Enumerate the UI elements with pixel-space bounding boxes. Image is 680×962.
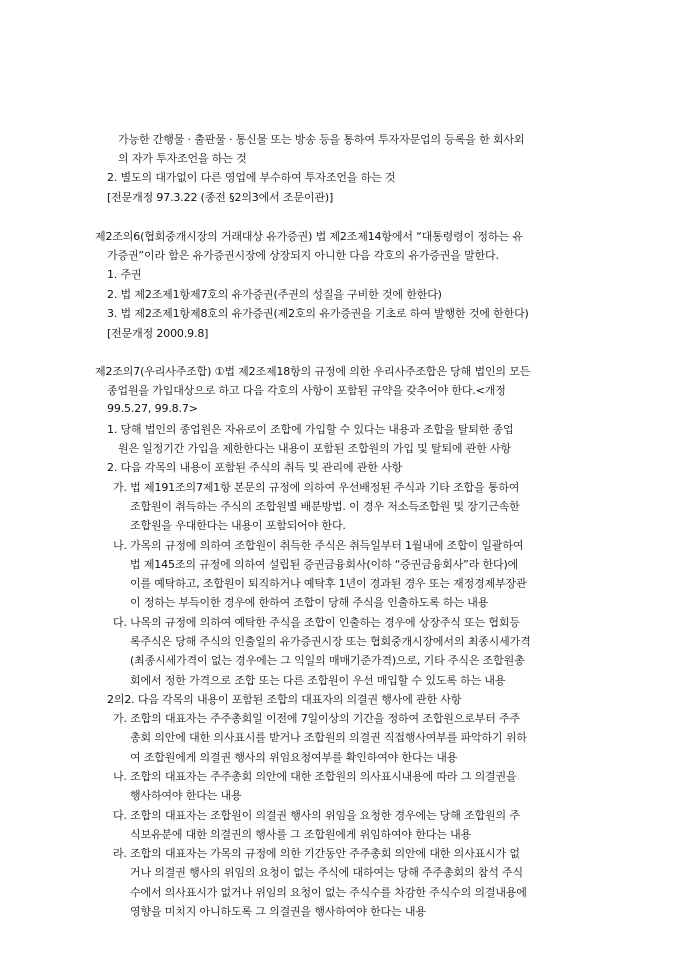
text-line: 영향을 미치지 아니하도록 그 의결권을 행사하여야 한다는 내용 <box>130 905 426 918</box>
text-line: 의 자가 투자조언을 하는 것 <box>118 152 247 165</box>
text-line: 총회 의안에 대한 의사표시를 받거나 조합원의 의결권 직접행사여부를 파악하기 위하 <box>130 731 527 744</box>
sub-item: 나. 조합의 대표자는 주주총회 의안에 대한 조합원의 의사표시내용에 따라 그 의결권을 <box>113 770 517 783</box>
list-item: 1. 주권 <box>107 268 142 281</box>
revision-note: [전문개정 97.3.22 (종전 §2의3에서 조문이관)] <box>107 191 334 204</box>
list-item: 3. 법 제2조제1항제8호의 유가증권(제2호의 유가증권을 기초로 하여 발행한 것에 한한다) <box>107 307 529 320</box>
sub-item: 가. 조합의 대표자는 주주총회일 이전에 7일이상의 기간을 정하여 조합원으로부터 주주 <box>113 712 520 725</box>
list-item: 2. 법 제2조제1항제7호의 유가증권(주권의 성질을 구비한 것에 한한다) <box>107 288 442 301</box>
text-line: 거나 의결권 행사의 위임의 요청이 없는 주식에 대하여는 당해 주주총회의 참석 주식 <box>130 866 523 879</box>
text-line: 원은 일정기간 가입을 제한한다는 내용이 포함된 조합원의 가입 및 탈퇴에 관한 사항 <box>118 442 511 455</box>
text-line: 행사하여야 한다는 내용 <box>130 789 242 802</box>
text-line: 조합원을 우대한다는 내용이 포함되어야 한다. <box>130 519 346 532</box>
revision-note: [전문개정 2000.9.8] <box>107 327 209 340</box>
text-line: 수에서 의사표시가 없거나 위임의 요청이 없는 주식수를 차감한 주식수의 의결내용에 <box>130 886 527 899</box>
text-line: 99.5.27, 99.8.7> <box>107 402 198 415</box>
text-line: 가증권”이라 함은 유가증권시장에 상장되지 아니한 다음 각호의 유가증권을 말한다. <box>107 249 499 262</box>
sub-item: 나. 가목의 규정에 의하여 조합원이 취득한 주식은 취득일부터 1월내에 조합이 일괄하여 <box>113 539 524 552</box>
sub-item: 다. 조합의 대표자는 조합원이 의결권 행사의 위임을 요청한 경우에는 당해 조합원의 주 <box>113 809 520 822</box>
text-line: 식보유분에 대한 의결권의 행사를 그 조합원에게 위임하여야 한다는 내용 <box>130 828 472 841</box>
text-line: (최종시세가격이 없는 경우에는 그 익일의 매매기준가격)으로, 기타 주식은 조합원총 <box>130 654 525 667</box>
text-line: 록주식은 당해 주식의 인출일의 유가증권시장 또는 협회중개시장에서의 최종시세가격 <box>130 635 531 648</box>
sub-item: 가. 법 제191조의7제1항 본문의 규정에 의하여 우선배정된 주식과 기타 조합을 통하여 <box>113 481 520 494</box>
text-line: 이를 예탁하고, 조합원이 퇴직하거나 예탁후 1년이 경과된 경우 또는 재정경제부장관 <box>130 577 527 590</box>
text-line: 조합원이 취득하는 주식의 조합원별 배분방법. 이 경우 저소득조합원 및 장기근속한 <box>130 500 520 513</box>
list-item: 2. 별도의 대가없이 다른 영업에 부수하여 투자조언을 하는 것 <box>107 171 396 184</box>
article-heading: 제2조의6(협회중개시장의 거래대상 유가증권) 법 제2조제14항에서 “대통령령이 정하는 유 <box>95 230 523 243</box>
text-line: 이 정하는 부득이한 경우에 한하여 조합이 당해 주식을 인출하도록 하는 내용 <box>130 596 489 609</box>
list-item: 2의2. 다음 각목의 내용이 포함된 조합의 대표자의 의결권 행사에 관한 사항 <box>107 693 462 706</box>
text-line: 법 제145조의 규정에 의하여 설립된 증권금융회사(이하 “증권금융회사”라 한다)에 <box>130 558 519 571</box>
sub-item: 다. 나목의 규정에 의하여 예탁한 주식을 조합이 인출하는 경우에 상장주식 또는 협회등 <box>113 616 520 629</box>
text-line: 회에서 정한 가격으로 조합 또는 다른 조합원이 우선 매입할 수 있도록 하는 내용 <box>130 674 506 687</box>
list-item: 1. 당해 법인의 종업원은 자유로이 조합에 가입할 수 있다는 내용과 조합을 탈퇴한 종업 <box>107 423 514 436</box>
article-heading: 제2조의7(우리사주조합) ①법 제2조제18항의 규정에 의한 우리사주조합은 당해 법인의 모든 <box>95 365 531 378</box>
text-line: 가능한 간행물 · 출판물 · 통신물 또는 방송 등을 통하여 투자자문업의 등록을 한 회사외 <box>118 133 525 146</box>
sub-item: 라. 조합의 대표자는 가목의 규정에 의한 기간동안 주주총회 의안에 대한 의사표시가 없 <box>113 847 520 860</box>
text-line: 종업원을 가입대상으로 하고 다음 각호의 사항이 포함된 규약을 갖추어야 한다.<개정 <box>107 384 506 397</box>
text-line: 여 조합원에게 의결권 행사의 위임요청여부를 확인하여야 한다는 내용 <box>130 751 458 764</box>
list-item: 2. 다음 각목의 내용이 포함된 주식의 취득 및 관리에 관한 사항 <box>107 461 403 474</box>
